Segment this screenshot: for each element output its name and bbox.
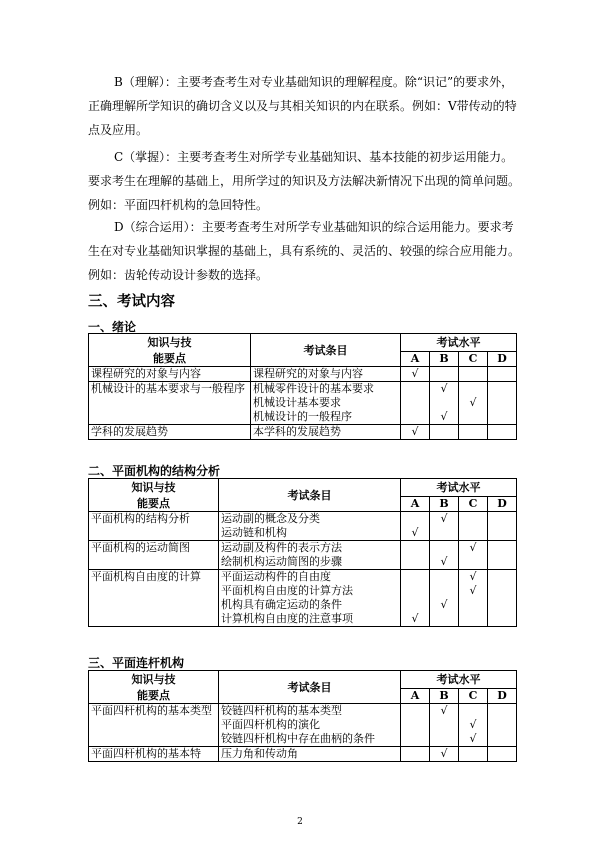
- check-mark: [401, 396, 429, 410]
- header-knowledge: 知识与技 能要点: [89, 334, 251, 367]
- check-mark: [488, 555, 516, 569]
- header-level: 考试水平: [401, 334, 517, 352]
- table-row: [89, 704, 517, 747]
- check-mark: √: [411, 526, 419, 539]
- check-mark: √: [469, 570, 477, 583]
- check-mark: [459, 382, 487, 396]
- header-b: B: [430, 496, 459, 511]
- check-mark: [488, 598, 516, 612]
- check-mark: √: [469, 732, 477, 745]
- section-title: 三、考试内容: [88, 294, 175, 310]
- check-mark: [488, 584, 516, 598]
- check-mark: [430, 425, 458, 439]
- check-mark: [430, 584, 458, 598]
- check-mark: √: [440, 555, 448, 568]
- exam-item: 平面机构自由度的计算方法: [221, 584, 353, 597]
- knowledge-cell: 机械设计的基本要求与一般程序: [89, 382, 251, 425]
- check-mark: [488, 367, 516, 381]
- exam-item: 压力角和传动角: [221, 747, 298, 760]
- check-mark: √: [440, 512, 448, 525]
- check-mark: [488, 382, 516, 396]
- check-mark: [488, 425, 516, 439]
- header-items: 考试条目: [219, 479, 401, 512]
- check-mark: [401, 732, 429, 746]
- check-mark: √: [469, 584, 477, 597]
- check-mark: [430, 612, 458, 626]
- check-mark: [488, 512, 516, 526]
- check-mark: [459, 410, 487, 424]
- exam-item: 课程研究的对象与内容: [253, 367, 363, 380]
- check-mark: [401, 382, 429, 396]
- check-mark: [430, 526, 458, 540]
- check-mark: √: [469, 396, 477, 409]
- check-mark: [401, 704, 429, 718]
- check-mark: [459, 526, 487, 540]
- exam-item: 机构具有确定运动的条件: [221, 598, 342, 611]
- check-mark: √: [440, 747, 448, 760]
- paragraph-level-c: C（掌握）：主要考查考生对所学专业基础知识、基本技能的初步运用能力。要求考生在理解的基础上，用所学过的知识及方法解决新情况下出现的简单问题。例如：平面四杆机构的急回特性。: [88, 150, 521, 212]
- page-number: 2: [297, 817, 303, 827]
- check-mark: √: [440, 410, 448, 423]
- check-mark: √: [469, 541, 477, 554]
- check-mark: [459, 747, 487, 761]
- exam-item: 运动副及构件的表示方法: [221, 541, 342, 554]
- check-mark: [488, 570, 516, 584]
- knowledge-cell: 平面机构自由度的计算: [89, 570, 219, 627]
- check-mark: [430, 570, 458, 584]
- check-mark: √: [469, 718, 477, 731]
- check-mark: [459, 367, 487, 381]
- exam-item: 运动链和机构: [221, 526, 287, 539]
- table-row: [89, 367, 517, 382]
- check-mark: [401, 555, 429, 569]
- header-b: B: [430, 351, 459, 366]
- check-mark: [401, 718, 429, 732]
- subsection-title-linkage: 三、平面连杆机构: [88, 656, 185, 670]
- check-mark: [430, 718, 458, 732]
- check-mark: [401, 584, 429, 598]
- table-row: [89, 541, 517, 570]
- exam-item: 本学科的发展趋势: [253, 425, 341, 438]
- check-mark: [488, 526, 516, 540]
- header-b: B: [430, 688, 459, 703]
- knowledge-cell: 平面机构的结构分析: [89, 512, 219, 541]
- header-c: C: [459, 496, 488, 511]
- check-mark: [459, 512, 487, 526]
- exam-item: 铰链四杆机构中存在曲柄的条件: [221, 732, 375, 745]
- table-row: [89, 425, 517, 440]
- exam-item: 平面运动构件的自由度: [221, 570, 331, 583]
- header-knowledge: 知识与技 能要点: [89, 671, 219, 704]
- check-mark: √: [411, 612, 419, 625]
- check-mark: [430, 396, 458, 410]
- check-mark: [459, 612, 487, 626]
- exam-item: 机械零件设计的基本要求: [253, 382, 374, 395]
- header-d: D: [488, 496, 517, 511]
- header-a: A: [401, 688, 430, 703]
- paragraph-level-b: B（理解）：主要考查考生对专业基础知识的理解程度。除“识记”的要求外，正确理解所学知识的确切含义以及与其相关知识的内在联系。例如：V带传动的特点及应用。: [88, 75, 517, 137]
- exam-item: 机械设计基本要求: [253, 396, 341, 409]
- check-mark: [488, 396, 516, 410]
- check-mark: [488, 612, 516, 626]
- header-a: A: [401, 351, 430, 366]
- exam-item: 铰链四杆机构的基本类型: [221, 704, 342, 717]
- paragraph-level-d: D（综合运用）：主要考查考生对所学专业基础知识的综合运用能力。要求考生在对专业基础知识掌握的基础上，具有系统的、灵活的、较强的综合应用能力。例如：齿轮传动设计参数的选择。: [88, 220, 521, 282]
- check-mark: √: [440, 704, 448, 717]
- knowledge-cell: 平面四杆机构的基本类型: [89, 704, 219, 747]
- check-mark: [459, 598, 487, 612]
- check-mark: [488, 541, 516, 555]
- check-mark: [488, 410, 516, 424]
- check-mark: [459, 425, 487, 439]
- exam-item: 平面四杆机构的演化: [221, 718, 320, 731]
- table-linkage: [88, 670, 517, 762]
- exam-item: 计算机构自由度的注意事项: [221, 612, 353, 625]
- check-mark: [401, 598, 429, 612]
- header-a: A: [401, 496, 430, 511]
- check-mark: √: [411, 425, 419, 438]
- check-mark: [430, 367, 458, 381]
- table-row: [89, 512, 517, 541]
- table-intro: [88, 333, 517, 440]
- header-c: C: [459, 351, 488, 366]
- check-mark: [401, 410, 429, 424]
- header-level: 考试水平: [401, 671, 517, 689]
- header-level: 考试水平: [401, 479, 517, 497]
- check-mark: [401, 512, 429, 526]
- knowledge-cell: 课程研究的对象与内容: [89, 367, 251, 382]
- subsection-title-structure: 二、平面机构的结构分析: [88, 464, 221, 478]
- table-row: [89, 747, 517, 762]
- subsection-title-intro: 一、绪论: [88, 320, 137, 334]
- check-mark: [488, 718, 516, 732]
- check-mark: [401, 541, 429, 555]
- exam-item: 绘制机构运动简图的步骤: [221, 555, 342, 568]
- check-mark: [488, 732, 516, 746]
- check-mark: √: [440, 598, 448, 611]
- check-mark: [459, 555, 487, 569]
- check-mark: [430, 541, 458, 555]
- check-mark: [430, 732, 458, 746]
- check-mark: [401, 747, 429, 761]
- header-c: C: [459, 688, 488, 703]
- check-mark: √: [411, 367, 419, 380]
- header-d: D: [488, 688, 517, 703]
- header-items: 考试条目: [251, 334, 401, 367]
- knowledge-cell: 平面机构的运动简图: [89, 541, 219, 570]
- knowledge-cell: 学科的发展趋势: [89, 425, 251, 440]
- header-d: D: [488, 351, 517, 366]
- check-mark: [488, 747, 516, 761]
- table-row: [89, 570, 517, 627]
- knowledge-cell: 平面四杆机构的基本特: [89, 747, 219, 762]
- header-items: 考试条目: [219, 671, 401, 704]
- check-mark: [459, 704, 487, 718]
- exam-item: 运动副的概念及分类: [221, 512, 320, 525]
- exam-item: 机械设计的一般程序: [253, 410, 352, 423]
- table-row: [89, 382, 517, 425]
- table-structure: [88, 478, 517, 627]
- header-knowledge: 知识与技 能要点: [89, 479, 219, 512]
- check-mark: [488, 704, 516, 718]
- check-mark: [401, 570, 429, 584]
- check-mark: √: [440, 382, 448, 395]
